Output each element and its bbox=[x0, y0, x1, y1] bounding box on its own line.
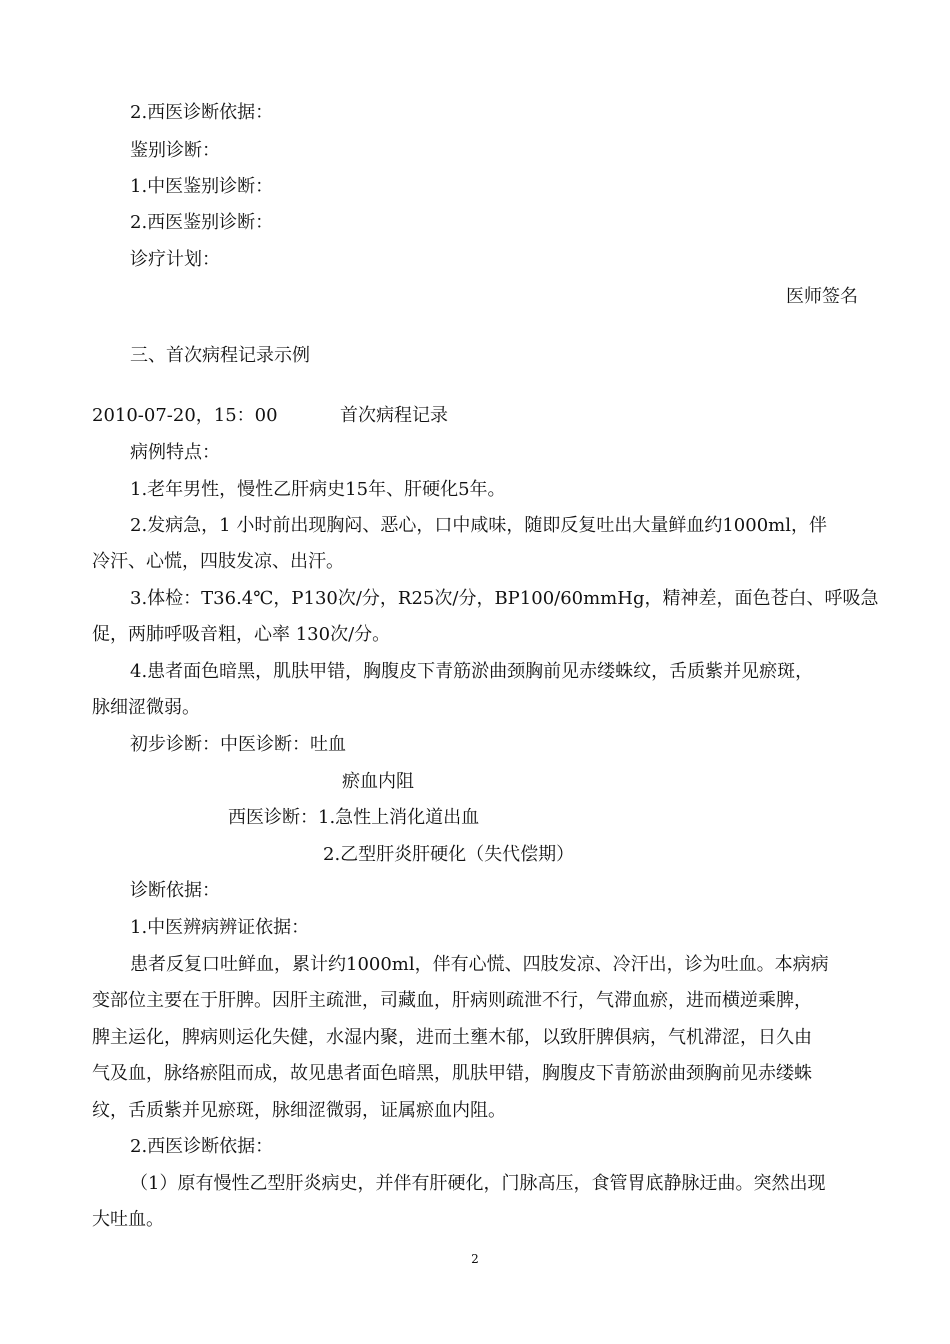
heading-tcm-differential: 1.中医鉴别诊断： bbox=[130, 176, 274, 197]
preliminary-diagnosis-tcm: 初步诊断：中医诊断：吐血 bbox=[130, 734, 346, 755]
feature-4-line-1: 4.患者面色暗黑，肌肤甲错，胸腹皮下青筋淤曲颈胸前见赤缕蛛纹，舌质紫并见瘀斑， bbox=[130, 661, 814, 682]
heading-case-features: 病例特点： bbox=[130, 442, 220, 463]
feature-3-line-2: 促，两肺呼吸音粗，心率 130次/分。 bbox=[92, 624, 391, 645]
record-datetime: 2010-07-20，15：00 bbox=[92, 405, 278, 426]
physician-signature-label: 医师签名 bbox=[786, 286, 858, 307]
feature-3-line-1: 3.体检：T36.4℃，P130次/分，R25次/分，BP100/60mmHg，精神差，面色苍白、呼吸急 bbox=[130, 588, 879, 609]
tcm-basis-line-3: 脾主运化，脾病则运化失健，水湿内聚，进而土壅木郁，以致肝脾俱病，气机滞涩，日久由 bbox=[92, 1027, 812, 1048]
western-diagnosis-1: 西医诊断：1.急性上消化道出血 bbox=[228, 807, 480, 828]
tcm-basis-line-5: 纹，舌质紫并见瘀斑，脉细涩微弱，证属瘀血内阻。 bbox=[92, 1100, 506, 1121]
tcm-basis-line-4: 气及血，脉络瘀阻而成，故见患者面色暗黑，肌肤甲错，胸腹皮下青筋淤曲颈胸前见赤缕蛛 bbox=[92, 1063, 812, 1084]
tcm-basis-line-1: 患者反复口吐鲜血，累计约1000ml，伴有心慌、四肢发凉、冷汗出，诊为吐血。本病病 bbox=[130, 954, 829, 975]
tcm-syndrome: 瘀血内阻 bbox=[342, 771, 414, 792]
feature-4-line-2: 脉细涩微弱。 bbox=[92, 697, 200, 718]
western-basis-1-line-2: 大吐血。 bbox=[92, 1209, 164, 1230]
record-title: 首次病程记录 bbox=[340, 405, 448, 426]
feature-2-line-2: 冷汗、心慌，四肢发凉、出汗。 bbox=[92, 551, 344, 572]
heading-treatment-plan: 诊疗计划： bbox=[130, 249, 220, 270]
heading-western-differential: 2.西医鉴别诊断： bbox=[130, 212, 274, 233]
page-number: 2 bbox=[471, 1252, 479, 1266]
heading-diagnosis-basis: 诊断依据： bbox=[130, 880, 220, 901]
section-title: 三、首次病程记录示例 bbox=[130, 345, 310, 366]
feature-1: 1.老年男性，慢性乙肝病史15年、肝硬化5年。 bbox=[130, 479, 506, 500]
western-basis-1-line-1: （1）原有慢性乙型肝炎病史，并伴有肝硬化，门脉高压，食管胃底静脉迂曲。突然出现 bbox=[130, 1173, 826, 1194]
heading-differential-diagnosis: 鉴别诊断： bbox=[130, 140, 220, 161]
western-diagnosis-2: 2.乙型肝炎肝硬化（失代偿期） bbox=[323, 844, 575, 865]
heading-tcm-basis: 1.中医辨病辨证依据： bbox=[130, 917, 310, 938]
heading-western-basis-2: 2.西医诊断依据： bbox=[130, 1136, 274, 1157]
heading-western-diagnosis-basis: 2.西医诊断依据： bbox=[130, 102, 274, 123]
tcm-basis-line-2: 变部位主要在于肝脾。因肝主疏泄，司藏血，肝病则疏泄不行，气滞血瘀，进而横逆乘脾， bbox=[92, 990, 812, 1011]
feature-2-line-1: 2.发病急，1 小时前出现胸闷、恶心，口中咸味，随即反复吐出大量鲜血约1000ml，伴 bbox=[130, 515, 827, 536]
